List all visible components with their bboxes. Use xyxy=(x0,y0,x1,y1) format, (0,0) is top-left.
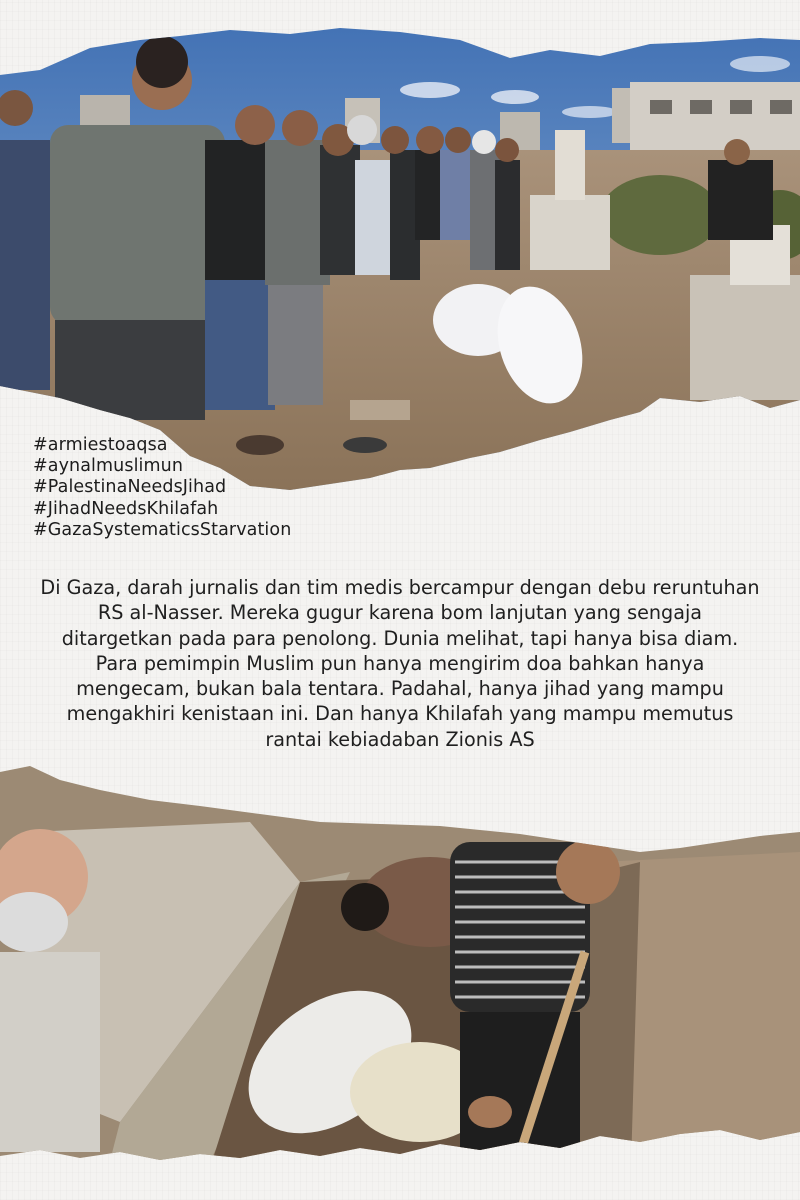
hashtag: #PalestinaNeedsJihad xyxy=(33,477,227,498)
caption-text: Di Gaza, darah jurnalis dan tim medis bercampur dengan debu reruntuhan RS al-Nasser. Mereka gugur karena bom lanjutan yang sengaja ditargetkan pada para penolong. Dunia melihat, tapi hanya bisa diam. Para pemimpin Muslim pun hanya mengirim doa bahkan hanya mengecam, bukan bala tentara. Padahal, hanya jihad yang mampu mengakhiri kenistaan ini. Dan hanya Khilafah yang mampu memutus rantai kebiadaban Zionis AS xyxy=(40,576,760,751)
hashtag: #aynalmuslimun xyxy=(33,456,184,477)
funeral-prayer-photo xyxy=(0,0,800,495)
hashtag: #JihadNeedsKhilafah xyxy=(33,498,219,519)
burial-photo xyxy=(0,762,800,1200)
hashtag-list xyxy=(33,435,291,541)
hashtag: #GazaSystematicsStarvation xyxy=(33,519,292,540)
hashtag: #armiestoaqsa xyxy=(33,435,168,455)
